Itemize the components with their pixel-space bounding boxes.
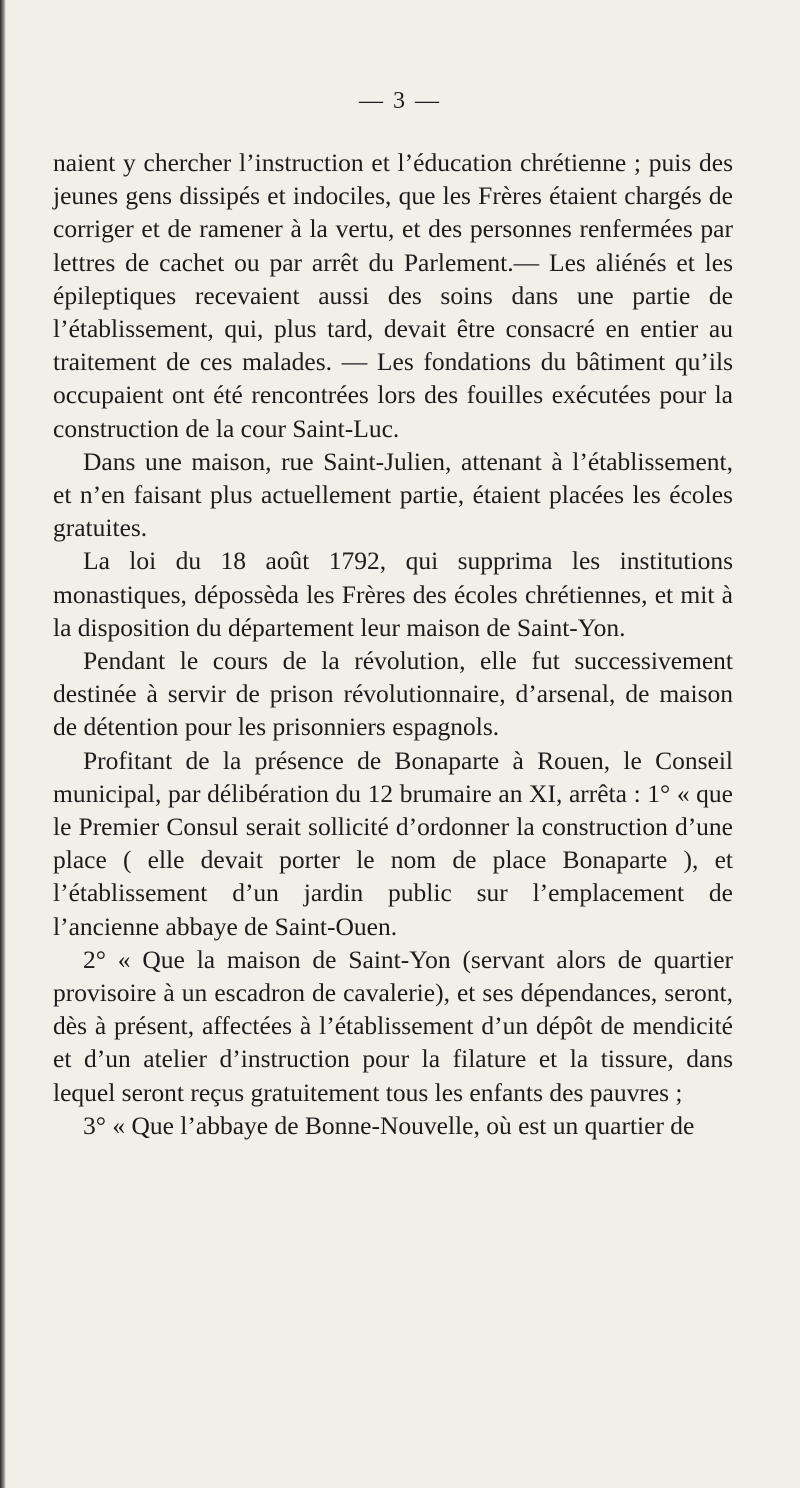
paragraph: naient y chercher l’instruction et l’éducation chrétienne ; puis des jeunes gens dissipés et indociles, que les Frères étaient chargés de corriger et de ramener à la vertu, et des personnes renfermées par lettres de cachet ou par arrêt du Parlement.— Les aliénés et les épileptiques recevaient aussi des soins dans une partie de l’établissement, qui, plus tard, devait être consacré en entier au traitement de ces malades. — Les fondations du bâtiment qu’ils occupaient ont été rencontrées lors des fouilles exécutées pour la construction de la cour Saint-Luc. <box>53 148 733 443</box>
page-number: — 3 — <box>359 88 441 114</box>
paragraph: 3° « Que l’abbaye de Bonne-Nouvelle, où est un quartier de <box>83 1110 695 1140</box>
paragraph: 2° « Que la maison de Saint-Yon (servant alors de quartier provisoire à un escadron de cavalerie), et ses dépendances, seront, dès à présent, affectées à l’établissement d’un dépôt de mendicité et d’un atelier d’instruction pour la filature et la tissure, dans lequel seront reçus gratuitement tous les enfants des pauvres ; <box>53 944 733 1107</box>
paragraph: Pendant le cours de la révolution, elle fut successivement destinée à servir de prison révolutionnaire, d’arsenal, de maison de détention pour les prisonniers espagnols. <box>53 646 733 742</box>
page-binding-edge <box>0 0 6 1488</box>
body-text <box>53 146 733 1142</box>
paragraph: Profitant de la présence de Bonaparte à Rouen, le Conseil municipal, par délibération du 12 brumaire an XI, arrêta : 1° « que le Premier Consul serait sollicité d’ordonner la construction d’une place ( elle devait porter le nom de place Bonaparte ), et l’établissement d’un jardin public sur l’emplacement de l’ancienne abbaye de Saint-Ouen. <box>53 745 733 941</box>
paragraph: La loi du 18 août 1792, qui supprima les institutions monastiques, dépossèda les Frères des écoles chrétiennes, et mit à la disposition du département leur maison de Saint-Yon. <box>53 546 733 642</box>
paragraph: Dans une maison, rue Saint-Julien, attenant à l’établissement, et n’en faisant plus actuellement partie, étaient placées les écoles gratuites. <box>53 446 733 543</box>
